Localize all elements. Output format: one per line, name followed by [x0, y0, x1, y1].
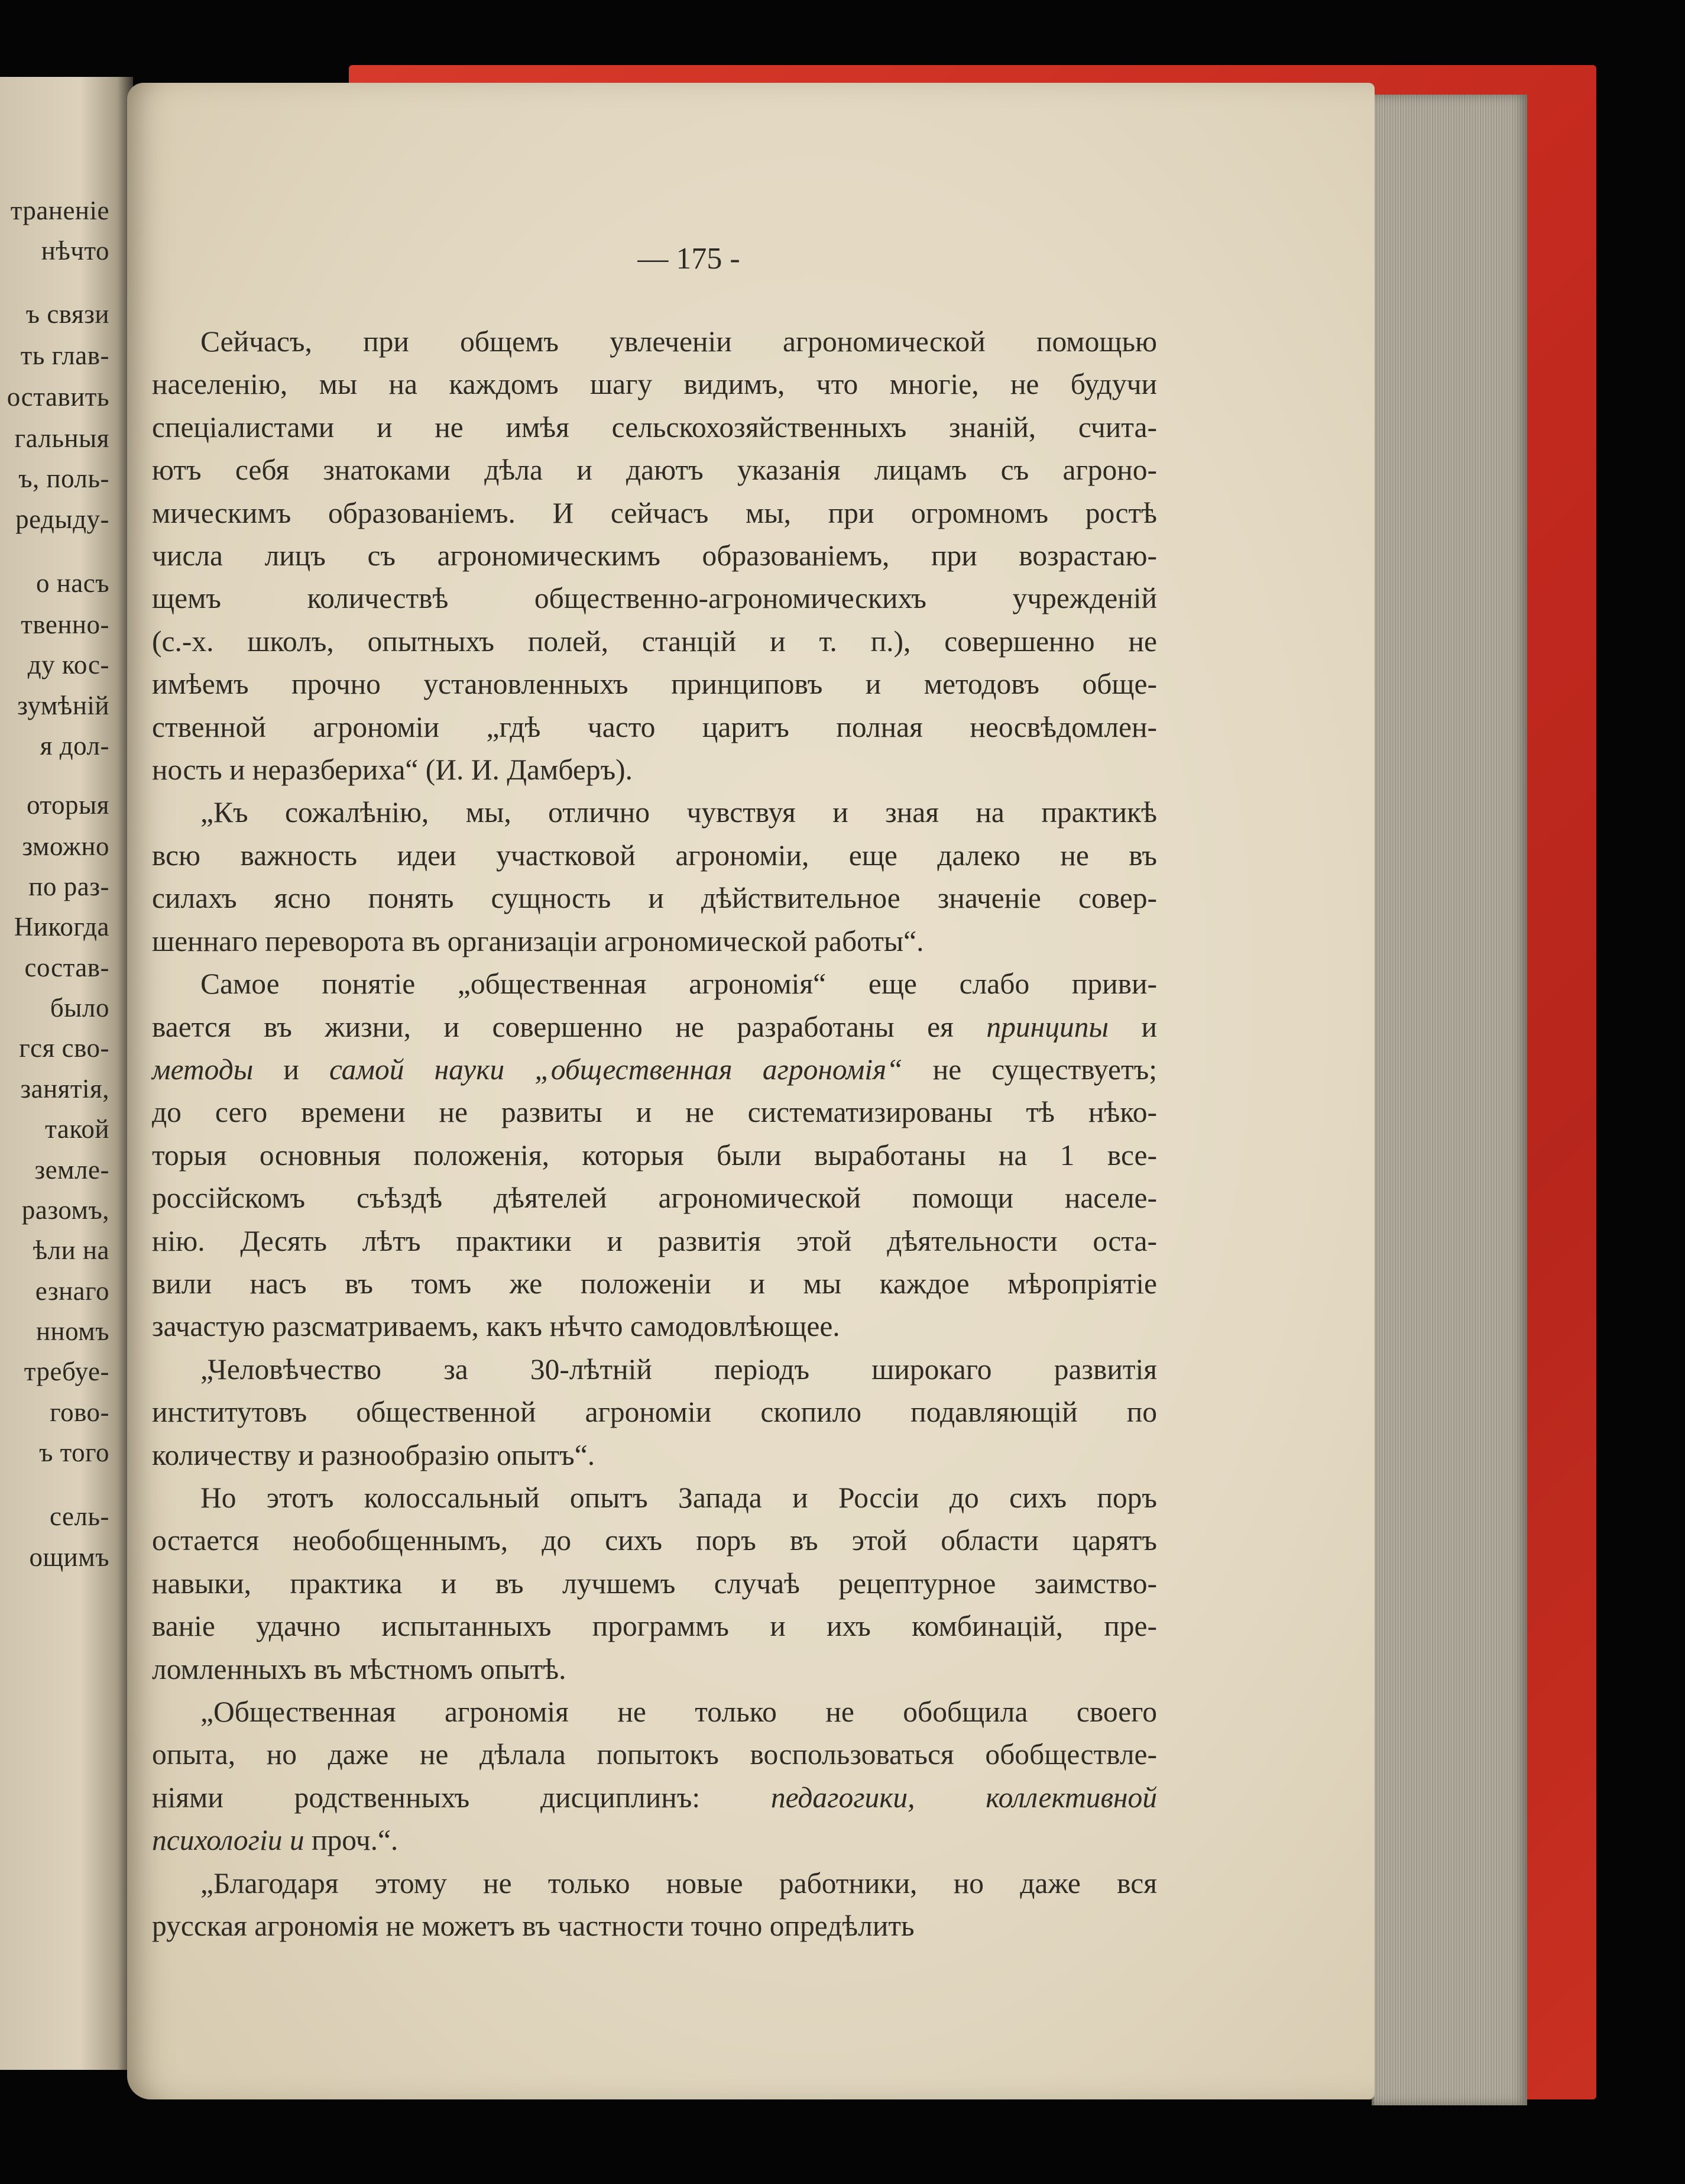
left-page-fragment: разомъ, — [21, 1195, 109, 1225]
left-page-fragment: гся сво- — [19, 1033, 109, 1063]
right-page — [127, 83, 1375, 2099]
text-line: „Къ сожалѣнію, мы, отлично чувствуя и зная на практикѣ — [200, 796, 1157, 829]
paragraph — [152, 1477, 1157, 1691]
text-line: шеннаго переворота въ организаціи агрономической работы“. — [152, 924, 924, 957]
page-number: — 175 - — [637, 242, 740, 276]
text-line: силахъ ясно понять сущность и дѣйствительное значеніе совер- — [152, 882, 1157, 915]
left-page-fragment: редыду- — [15, 504, 109, 534]
left-page-fragment: ть глав- — [20, 341, 109, 370]
left-page-fragment: ъ, поль- — [18, 464, 109, 493]
left-page-fragment: по раз- — [28, 872, 109, 901]
text-line: психологіи и проч.“. — [152, 1824, 398, 1857]
left-page-fragment: было — [50, 993, 109, 1023]
text-line: методы и самой науки „общественная агрономія“ не существуетъ; — [152, 1053, 1157, 1086]
paragraph — [152, 963, 1157, 1348]
left-page-fragment: гальныя — [14, 423, 109, 453]
left-page-fragment: зможно — [22, 831, 109, 861]
text-line: навыки, практика и въ лучшемъ случаѣ рецептурное заимство- — [152, 1567, 1157, 1600]
text-line: ность и неразбериха“ (И. И. Дамберъ). — [152, 753, 633, 787]
left-page-fragment: нномъ — [35, 1316, 109, 1346]
left-page-fragment: езнаго — [35, 1276, 109, 1306]
text-line: мическимъ образованіемъ. И сейчасъ мы, при огромномъ ростѣ — [152, 496, 1157, 529]
text-line: „Общественная агрономія не только не обобщила своего — [200, 1696, 1157, 1728]
left-page-fragment: такой — [45, 1114, 109, 1144]
left-page-fragment: траненіе — [10, 196, 109, 225]
text-line: нію. Десять лѣтъ практики и развитія этой дѣятельности оста- — [152, 1224, 1157, 1257]
left-page-fragment: оставить — [7, 382, 109, 412]
left-page-fragment: ъ связи — [25, 299, 109, 329]
text-line: торыя основныя положенія, которыя были выработаны на 1 все- — [152, 1138, 1157, 1172]
paragraph — [152, 791, 1157, 963]
left-page-fragment: состав- — [24, 953, 109, 982]
text-line: количеству и разнообразію опытъ“. — [152, 1438, 595, 1471]
left-page-fragment: гово- — [50, 1397, 109, 1427]
text-line: россійскомъ съѣздѣ дѣятелей агрономической помощи населе- — [152, 1182, 1157, 1215]
left-page-fragment: Никогда — [14, 912, 109, 941]
text-line: ютъ себя знатоками дѣла и даютъ указанія лицамъ съ агроно- — [152, 454, 1157, 487]
text-line: ломленныхъ въ мѣстномъ опытѣ. — [152, 1652, 566, 1685]
left-page-fragment: ѣли на — [33, 1235, 109, 1265]
left-page-fragment: твенно- — [21, 610, 109, 639]
text-line: ніями родственныхъ дисциплинъ: педагогики, коллективной — [152, 1781, 1157, 1814]
text-line: зачастую разсматриваемъ, какъ нѣчто самодовлѣющее. — [152, 1310, 840, 1343]
text-line: населенію, мы на каждомъ шагу видимъ, что многіе, не будучи — [152, 368, 1157, 401]
left-page-fragment: зумѣній — [17, 691, 109, 720]
text-line: остается необобщеннымъ, до сихъ поръ въ этой области царятъ — [152, 1524, 1157, 1557]
text-line: Самое понятіе „общественная агрономія“ еще слабо приви- — [200, 968, 1157, 1001]
left-page-fragment: о насъ — [35, 568, 109, 598]
text-line: ственной агрономіи „гдѣ часто царитъ полная неосвѣдомлен- — [152, 710, 1157, 743]
text-line: числа лицъ съ агрономическимъ образованіемъ, при возрастаю- — [152, 539, 1157, 572]
text-line: „Благодаря этому не только новые работники, но даже вся — [200, 1866, 1157, 1900]
left-page-fragment: оторыя — [27, 790, 109, 820]
left-page-fragment: я дол- — [40, 731, 109, 761]
text-line: вается въ жизни, и совершенно не разработаны ея принципы и — [152, 1010, 1157, 1043]
text-line: всю важность идеи участковой агрономіи, еще далеко не въ — [152, 839, 1157, 872]
text-line: вили насъ въ томъ же положеніи и мы каждое мѣропріятіе — [152, 1267, 1157, 1300]
paragraph — [152, 1691, 1157, 1862]
left-page-fragment: ощимъ — [29, 1542, 109, 1572]
text-line: русская агрономія не можетъ въ частности точно опредѣлить — [152, 1910, 915, 1943]
left-page-fragment: земле- — [34, 1155, 109, 1185]
text-line: „Человѣчество за 30-лѣтній періодъ широкаго развитія — [200, 1353, 1157, 1386]
text-line: спеціалистами и не имѣя сельскохозяйственныхъ знаній, счита- — [152, 410, 1157, 444]
left-page — [0, 77, 133, 2070]
left-page-fragment: ъ того — [39, 1438, 109, 1467]
left-page-fragment: сель- — [50, 1502, 109, 1531]
left-page-fragment: ду кос- — [27, 650, 109, 680]
text-line: (с.-х. школъ, опытныхъ полей, станцій и т. п.), совершенно не — [152, 625, 1157, 658]
text-line: Сейчасъ, при общемъ увлеченіи агрономической помощью — [200, 325, 1157, 358]
body-text — [152, 321, 1157, 1947]
text-line: ваніе удачно испытанныхъ программъ и ихъ комбинацій, пре- — [152, 1610, 1157, 1643]
text-line: опыта, но даже не дѣлала попытокъ воспользоваться обобществле- — [152, 1738, 1157, 1771]
left-page-fragment: требуе- — [24, 1357, 109, 1386]
text-line: щемъ количествѣ общественно-агрономическихъ учрежденій — [152, 582, 1157, 615]
left-page-fragment: нѣчто — [41, 236, 109, 266]
text-line: до сего времени не развиты и не систематизированы тѣ нѣко- — [152, 1096, 1157, 1129]
text-line: имѣемъ прочно установленныхъ принциповъ и методовъ обще- — [152, 668, 1157, 701]
paragraph — [152, 1348, 1157, 1477]
text-line: Но этотъ колоссальный опытъ Запада и Россіи до сихъ поръ — [200, 1481, 1157, 1514]
left-page-fragment: занятія, — [20, 1074, 109, 1104]
page-edges — [1372, 95, 1527, 2105]
paragraph — [152, 1862, 1157, 1948]
paragraph — [152, 321, 1157, 791]
text-line: институтовъ общественной агрономіи скопило подавляющій по — [152, 1396, 1157, 1429]
